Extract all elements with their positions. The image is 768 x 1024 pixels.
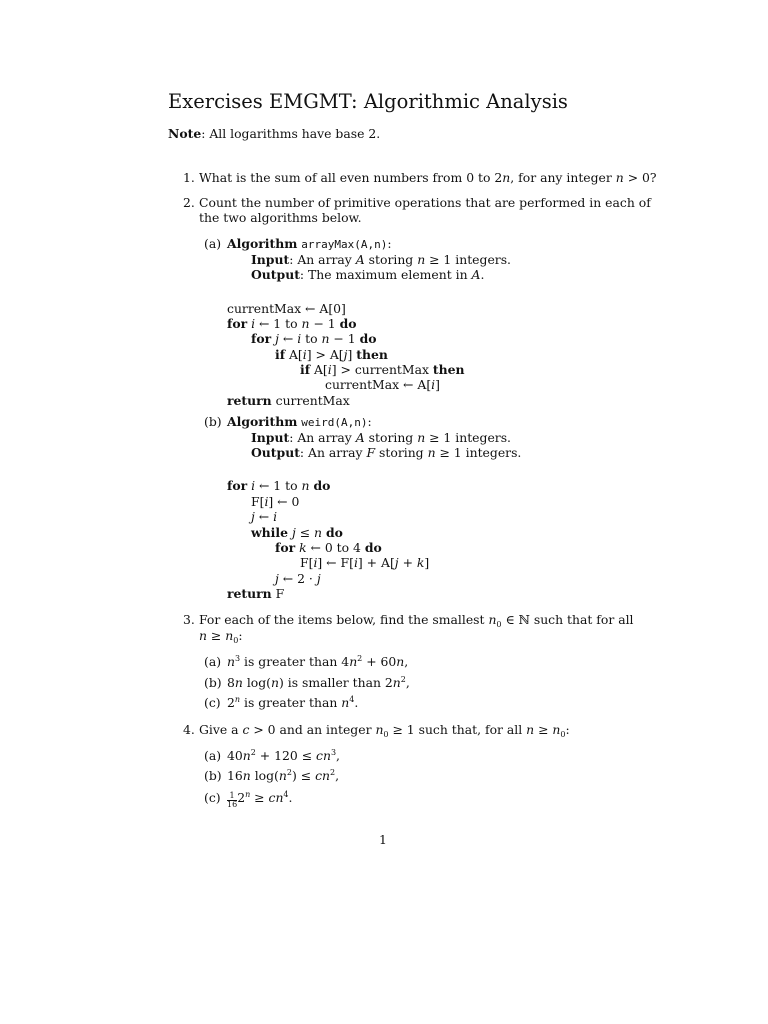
q2a-code-line: for j ← i to n − 1 do	[251, 331, 377, 346]
q2-text-line1: Count the number of primitive operations that are performed in each of	[199, 195, 651, 210]
q2a-label: (a)	[204, 236, 222, 251]
q2b-code-line: F[i] ← F[i] + A[j + k]	[300, 555, 430, 570]
q3-text-line2: $n \ge n_0$:	[199, 628, 243, 645]
q3c-text: 2$^n$ is greater than $n^4$.	[227, 695, 359, 710]
q2a-code-line: if A[i] > A[j] then	[275, 347, 388, 362]
q2a-output: Output: The maximum element in A.	[251, 267, 485, 282]
q2a-code-line: currentMax ← A[i]	[325, 377, 440, 392]
page-number: 1	[379, 832, 387, 847]
q2a-code-line: if A[i] > currentMax then	[300, 362, 465, 377]
q2b-code-line: j ← 2 · j	[275, 571, 321, 586]
q2b-algorithm-header: Algorithm weird(A,n):	[227, 414, 372, 429]
q2a-code-line: for i ← 1 to n − 1 do	[227, 316, 357, 331]
q3a-label: (a)	[204, 654, 222, 669]
q2b-code-line: F[i] ← 0	[251, 494, 300, 509]
note-text: : All logarithms have base 2.	[201, 126, 381, 141]
q3b-text: 8n log(n) is smaller than $2n^2$,	[227, 675, 410, 690]
note	[168, 126, 380, 141]
fraction: $\frac{1}{16}$	[227, 791, 238, 809]
q1-text: What is the sum of all even numbers from 0 to 2n, for any integer n > 0?	[199, 170, 657, 185]
q2b-code-line: for k ← 0 to 4 do	[275, 540, 382, 555]
q4b-text: 16n $\log(n^2) \le cn^2$,	[227, 768, 340, 783]
q2a-algorithm-header: Algorithm arrayMax(A,n):	[227, 236, 392, 251]
q2a-input: Input: An array A storing n ≥ 1 integers.	[251, 252, 511, 267]
q2b-code-line: j ← i	[251, 509, 278, 524]
q2b-code-line: return F	[227, 586, 285, 601]
q4a-text: $40n^2 + 120 \le cn^3$,	[227, 748, 340, 763]
q4c-label: (c)	[204, 790, 221, 805]
page-title: Exercises EMGMT: Algorithmic Analysis	[168, 90, 568, 113]
q3c-label: (c)	[204, 695, 221, 710]
q3a-text: $n^3$ is greater than $4n^2 + 60n$,	[227, 654, 409, 669]
q2-text-line2: the two algorithms below.	[199, 210, 362, 225]
q2b-label: (b)	[204, 414, 222, 429]
q2b-code-line: for i ← 1 to n do	[227, 478, 331, 493]
q2a-code-line: currentMax ← A[0]	[227, 301, 346, 316]
q3-number: 3.	[183, 612, 195, 627]
q3-text-line1: For each of the items below, find the smallest $n_0$ ∈ ℕ such that for all	[199, 612, 634, 629]
q4c-text: $\frac{1}{16}$ $2^n \ge cn^4$.	[227, 790, 293, 809]
q1-number: 1.	[183, 170, 195, 185]
q4a-label: (a)	[204, 748, 222, 763]
q2-number: 2.	[183, 195, 195, 210]
q4-text: Give a c > 0 and an integer $n_0 \ge 1$ such that, for all $n \ge n_0$:	[199, 722, 570, 739]
q3b-label: (b)	[204, 675, 222, 690]
q2a-algorithm-name: arrayMax(A,n)	[301, 238, 388, 251]
q2b-code-line: while j ≤ n do	[251, 525, 343, 540]
q2b-output: Output: An array F storing n ≥ 1 integers.	[251, 445, 522, 460]
q4b-label: (b)	[204, 768, 222, 783]
q4-number: 4.	[183, 722, 195, 737]
q2a-code-line: return currentMax	[227, 393, 350, 408]
note-label: Note	[168, 126, 202, 141]
q2b-algorithm-name: weird(A,n)	[301, 416, 368, 429]
q2b-input: Input: An array A storing n ≥ 1 integers.	[251, 430, 511, 445]
